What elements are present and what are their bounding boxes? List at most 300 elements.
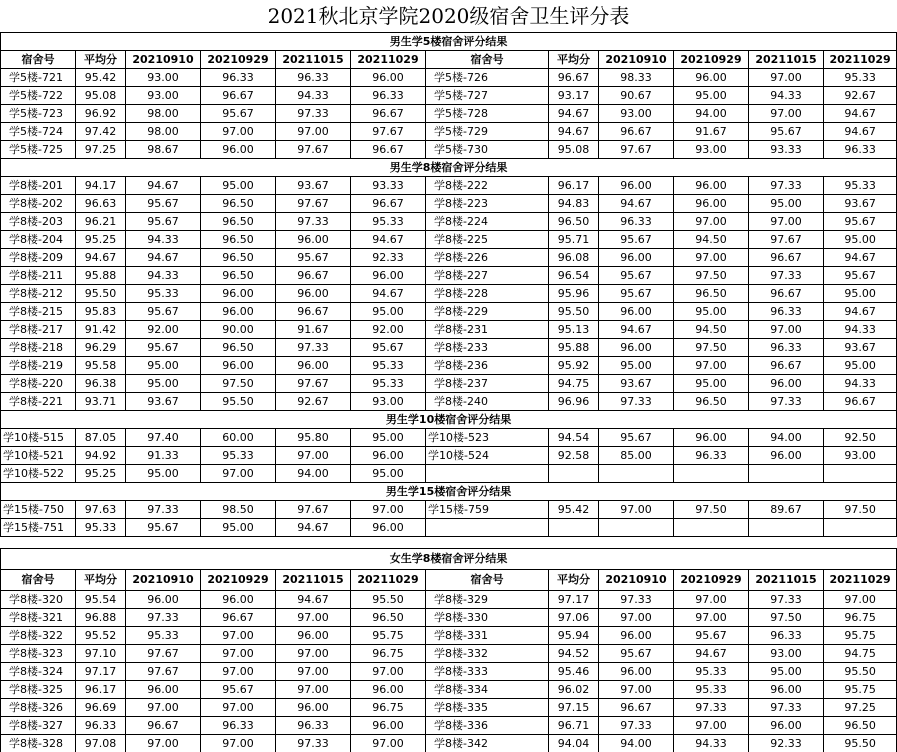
sheet-title: 2021秋北京学院2020级宿舍卫生评分表 [267,4,630,28]
room-cell [426,519,549,537]
score-cell: 94.67 [126,249,201,267]
score-cell: 95.67 [126,195,201,213]
score-cell: 95.80 [276,429,351,447]
score-cell: 96.67 [276,303,351,321]
score-cell: 94.67 [276,519,351,537]
score-cell: 96.00 [201,141,276,159]
score-cell: 97.00 [201,465,276,483]
score-cell: 93.00 [351,393,426,411]
score-cell: 96.75 [351,645,426,663]
column-header: 20211015 [276,51,351,69]
average-cell: 95.50 [76,285,126,303]
score-cell: 98.00 [126,123,201,141]
column-header: 20211015 [749,570,824,591]
score-cell: 96.67 [749,357,824,375]
score-cell: 95.75 [351,627,426,645]
score-cell: 96.00 [276,699,351,717]
room-cell: 学8楼-333 [426,663,549,681]
score-cell: 98.50 [201,501,276,519]
score-cell: 96.50 [674,285,749,303]
score-cell: 96.00 [276,357,351,375]
score-cell: 97.33 [599,393,674,411]
average-cell: 96.33 [76,717,126,735]
score-cell: 96.33 [749,303,824,321]
score-cell: 95.33 [674,681,749,699]
average-cell: 94.54 [549,429,599,447]
table-row [1,267,897,285]
score-cell: 96.50 [201,213,276,231]
score-cell: 98.00 [126,105,201,123]
score-cell: 96.00 [201,303,276,321]
room-cell: 学8楼-231 [426,321,549,339]
table-row [1,717,897,735]
average-cell: 96.54 [549,267,599,285]
score-cell: 96.67 [126,717,201,735]
spacer-cell [1,537,897,549]
table-row [1,195,897,213]
score-cell: 95.67 [749,123,824,141]
room-cell: 学5楼-724 [1,123,76,141]
room-cell: 学10楼-524 [426,447,549,465]
score-cell: 97.00 [276,663,351,681]
room-cell: 学5楼-728 [426,105,549,123]
section-title: 男生学10楼宿舍评分结果 [1,411,897,429]
room-cell: 学8楼-332 [426,645,549,663]
table-row [1,249,897,267]
score-cell: 96.33 [749,627,824,645]
score-cell: 94.00 [276,465,351,483]
score-cell: 60.00 [201,429,276,447]
average-cell: 95.42 [549,501,599,519]
room-cell: 学8楼-325 [1,681,76,699]
room-cell: 学8楼-328 [1,735,76,752]
room-cell: 学8楼-327 [1,717,76,735]
score-cell: 96.00 [276,231,351,249]
average-cell: 94.52 [549,645,599,663]
score-cell: 95.00 [749,195,824,213]
average-cell: 94.83 [549,195,599,213]
score-cell: 95.33 [351,375,426,393]
score-cell: 91.33 [126,447,201,465]
score-cell: 94.67 [126,177,201,195]
score-cell: 93.00 [126,69,201,87]
score-cell: 95.67 [674,627,749,645]
score-cell: 95.33 [351,357,426,375]
score-cell: 94.33 [824,375,897,393]
score-cell: 95.50 [351,591,426,609]
column-header: 20211029 [351,51,426,69]
score-cell: 94.33 [824,321,897,339]
column-header: 宿舍号 [1,570,76,591]
score-cell: 97.40 [126,429,201,447]
average-cell: 95.08 [549,141,599,159]
score-cell: 97.00 [276,645,351,663]
score-cell: 95.33 [201,447,276,465]
score-cell: 94.33 [126,267,201,285]
room-cell: 学15楼-759 [426,501,549,519]
score-cell: 97.33 [599,591,674,609]
score-cell: 97.67 [126,645,201,663]
column-header: 20210929 [674,51,749,69]
table-row [1,375,897,393]
score-cell: 96.33 [201,69,276,87]
score-cell: 97.00 [749,213,824,231]
table-row [1,465,897,483]
score-cell: 96.00 [599,627,674,645]
room-cell: 学10楼-522 [1,465,76,483]
score-cell: 95.75 [824,627,897,645]
score-cell: 95.33 [824,69,897,87]
average-cell: 97.17 [76,663,126,681]
score-cell: 95.67 [599,231,674,249]
score-cell: 96.00 [126,591,201,609]
room-cell: 学8楼-211 [1,267,76,285]
room-cell: 学8楼-227 [426,267,549,285]
column-header: 20210910 [599,51,674,69]
average-cell [549,465,599,483]
score-cell: 97.00 [201,699,276,717]
score-cell: 95.00 [201,519,276,537]
score-cell: 94.33 [276,87,351,105]
average-cell: 96.92 [76,105,126,123]
column-header: 宿舍号 [1,51,76,69]
average-cell: 91.42 [76,321,126,339]
column-header: 平均分 [549,51,599,69]
average-cell: 95.08 [76,87,126,105]
score-cell: 97.50 [674,339,749,357]
score-cell: 95.00 [351,429,426,447]
score-cell: 97.50 [674,267,749,285]
score-cell: 97.00 [749,105,824,123]
score-cell: 96.67 [351,105,426,123]
score-cell: 96.00 [749,681,824,699]
score-cell: 97.00 [749,321,824,339]
score-cell: 96.33 [674,447,749,465]
score-cell: 97.33 [749,591,824,609]
table-row [1,699,897,717]
score-cell: 96.00 [201,591,276,609]
average-cell: 95.25 [76,465,126,483]
room-cell: 学5楼-727 [426,87,549,105]
score-cell: 95.00 [674,303,749,321]
score-cell: 96.75 [824,609,897,627]
score-cell: 89.67 [749,501,824,519]
table-row [1,591,897,609]
score-cell: 97.33 [276,339,351,357]
score-cell: 93.67 [276,177,351,195]
score-cell: 97.00 [674,717,749,735]
score-cell: 95.00 [674,375,749,393]
score-cell: 96.33 [201,717,276,735]
score-cell [824,465,897,483]
room-cell: 学5楼-726 [426,69,549,87]
score-cell: 92.33 [749,735,824,752]
average-cell: 96.67 [549,69,599,87]
table-row [1,303,897,321]
room-cell: 学8楼-329 [426,591,549,609]
average-cell: 97.06 [549,609,599,627]
average-cell: 95.33 [76,519,126,537]
score-cell: 90.67 [599,87,674,105]
score-cell: 96.50 [201,195,276,213]
room-cell: 学8楼-222 [426,177,549,195]
room-cell: 学8楼-334 [426,681,549,699]
average-cell: 95.50 [549,303,599,321]
score-cell: 96.00 [674,429,749,447]
table-row [1,69,897,87]
score-cell: 96.50 [201,339,276,357]
score-cell: 96.00 [351,681,426,699]
average-cell: 97.08 [76,735,126,752]
score-cell: 97.33 [126,609,201,627]
column-header: 20211029 [351,570,426,591]
score-cell: 96.50 [201,249,276,267]
score-cell: 85.00 [599,447,674,465]
score-cell: 96.67 [824,393,897,411]
score-cell: 95.33 [824,177,897,195]
score-cell: 95.67 [599,285,674,303]
score-cell: 96.00 [599,663,674,681]
score-cell: 93.33 [351,177,426,195]
score-cell: 97.33 [749,267,824,285]
score-cell: 97.50 [674,501,749,519]
score-cell: 97.00 [674,249,749,267]
score-cell: 95.67 [599,267,674,285]
average-cell: 87.05 [76,429,126,447]
average-cell: 95.88 [76,267,126,285]
score-cell: 94.67 [599,321,674,339]
score-cell: 97.00 [276,609,351,627]
average-cell: 94.67 [549,123,599,141]
score-cell: 96.67 [599,123,674,141]
score-cell: 96.67 [276,267,351,285]
score-cell: 95.67 [126,339,201,357]
score-cell: 95.67 [126,303,201,321]
score-cell: 90.00 [201,321,276,339]
average-cell: 95.92 [549,357,599,375]
score-cell: 97.00 [201,735,276,752]
score-cell: 96.00 [276,285,351,303]
score-cell: 96.00 [749,375,824,393]
room-cell: 学8楼-201 [1,177,76,195]
table-row [1,735,897,752]
score-cell: 96.67 [749,285,824,303]
table-row [1,519,897,537]
column-header: 20211015 [276,570,351,591]
score-cell: 94.67 [824,303,897,321]
score-cell: 96.67 [201,87,276,105]
score-cell: 93.00 [599,105,674,123]
room-cell: 学8楼-215 [1,303,76,321]
score-cell: 93.33 [749,141,824,159]
room-cell: 学8楼-220 [1,375,76,393]
score-cell: 95.00 [824,285,897,303]
score-cell: 97.67 [276,195,351,213]
room-cell: 学8楼-217 [1,321,76,339]
score-cell: 93.67 [126,393,201,411]
score-cell: 95.67 [201,105,276,123]
table-row [1,393,897,411]
score-cell: 96.00 [674,69,749,87]
average-cell: 95.42 [76,69,126,87]
room-cell: 学5楼-730 [426,141,549,159]
room-cell: 学8楼-336 [426,717,549,735]
column-header: 20210910 [126,51,201,69]
score-cell: 95.00 [351,465,426,483]
score-cell: 95.67 [126,519,201,537]
score-cell: 97.00 [201,663,276,681]
score-cell: 96.67 [749,249,824,267]
section-title-row [1,483,897,501]
score-cell: 93.00 [749,645,824,663]
score-cell: 97.00 [351,501,426,519]
score-cell: 95.00 [126,357,201,375]
score-cell: 96.00 [201,357,276,375]
score-cell [824,519,897,537]
room-cell: 学8楼-321 [1,609,76,627]
room-cell: 学8楼-331 [426,627,549,645]
score-cell: 94.67 [824,249,897,267]
room-cell: 学8楼-212 [1,285,76,303]
average-cell: 92.58 [549,447,599,465]
table-row [1,627,897,645]
score-cell: 94.67 [351,285,426,303]
room-cell: 学8楼-335 [426,699,549,717]
room-cell: 学8楼-209 [1,249,76,267]
table-row [1,663,897,681]
column-header: 平均分 [76,570,126,591]
score-cell [749,519,824,537]
room-cell: 学8楼-228 [426,285,549,303]
score-cell: 97.50 [201,375,276,393]
score-cell: 97.00 [201,627,276,645]
score-cell: 94.00 [749,429,824,447]
score-cell: 96.00 [201,285,276,303]
score-cell: 97.00 [599,681,674,699]
score-cell: 97.33 [599,717,674,735]
score-cell: 97.25 [824,699,897,717]
score-cell: 94.50 [674,321,749,339]
score-cell: 97.67 [276,501,351,519]
score-cell: 97.67 [126,663,201,681]
score-cell: 97.00 [599,609,674,627]
score-cell: 98.33 [599,69,674,87]
average-cell: 95.54 [76,591,126,609]
score-cell: 95.00 [201,177,276,195]
score-cell: 95.75 [824,681,897,699]
table-row [1,681,897,699]
average-cell: 94.04 [549,735,599,752]
score-cell: 95.00 [126,375,201,393]
table-row [1,357,897,375]
score-cell: 92.33 [351,249,426,267]
header-row [1,570,897,591]
room-cell: 学5楼-722 [1,87,76,105]
score-cell: 97.00 [351,735,426,752]
score-cell: 93.67 [599,375,674,393]
score-cell: 95.00 [749,663,824,681]
score-cell: 95.67 [599,645,674,663]
score-cell: 95.00 [126,465,201,483]
average-cell: 96.17 [549,177,599,195]
score-cell: 91.67 [674,123,749,141]
score-cell: 97.00 [201,645,276,663]
score-cell [674,465,749,483]
score-cell: 96.00 [599,339,674,357]
column-header: 20210910 [599,570,674,591]
table-row [1,87,897,105]
score-cell: 93.00 [824,447,897,465]
score-cell: 96.00 [599,249,674,267]
table-row [1,321,897,339]
column-header: 20210929 [201,51,276,69]
room-cell: 学8楼-221 [1,393,76,411]
score-cell: 95.50 [824,663,897,681]
average-cell: 95.25 [76,231,126,249]
average-cell: 96.02 [549,681,599,699]
average-cell: 96.38 [76,375,126,393]
score-cell: 96.75 [351,699,426,717]
score-cell: 97.00 [824,591,897,609]
score-cell: 97.00 [674,213,749,231]
score-cell: 95.33 [126,285,201,303]
score-cell: 96.00 [674,177,749,195]
score-cell: 94.00 [674,105,749,123]
score-cell: 96.33 [824,141,897,159]
room-cell: 学8楼-320 [1,591,76,609]
score-cell: 96.00 [599,303,674,321]
room-cell: 学8楼-202 [1,195,76,213]
score-cell: 98.67 [126,141,201,159]
score-cell: 95.50 [201,393,276,411]
score-cell: 97.00 [599,501,674,519]
column-header: 20210929 [201,570,276,591]
room-cell: 学8楼-326 [1,699,76,717]
average-cell: 96.69 [76,699,126,717]
room-cell: 学8楼-224 [426,213,549,231]
score-cell: 97.00 [201,123,276,141]
header-row [1,51,897,69]
score-cell: 96.00 [276,627,351,645]
score-cell: 97.50 [749,609,824,627]
section-title-row [1,549,897,570]
score-cell [674,519,749,537]
score-cell: 97.00 [674,357,749,375]
room-cell: 学10楼-515 [1,429,76,447]
room-cell: 学5楼-721 [1,69,76,87]
column-header: 20211015 [749,51,824,69]
score-cell: 95.67 [824,213,897,231]
room-cell: 学8楼-324 [1,663,76,681]
score-cell: 95.00 [674,87,749,105]
section-title: 男生学15楼宿舍评分结果 [1,483,897,501]
score-cell: 95.33 [674,663,749,681]
average-cell: 95.46 [549,663,599,681]
score-cell: 96.67 [201,609,276,627]
score-cell: 95.33 [126,627,201,645]
score-cell: 97.33 [276,735,351,752]
section-title: 女生学8楼宿舍评分结果 [1,549,897,570]
score-cell: 94.67 [599,195,674,213]
score-cell: 94.67 [276,591,351,609]
score-cell: 92.67 [824,87,897,105]
room-cell: 学5楼-723 [1,105,76,123]
table-row [1,645,897,663]
average-cell: 95.71 [549,231,599,249]
average-cell: 94.92 [76,447,126,465]
score-cell: 97.00 [276,681,351,699]
table-row [1,141,897,159]
